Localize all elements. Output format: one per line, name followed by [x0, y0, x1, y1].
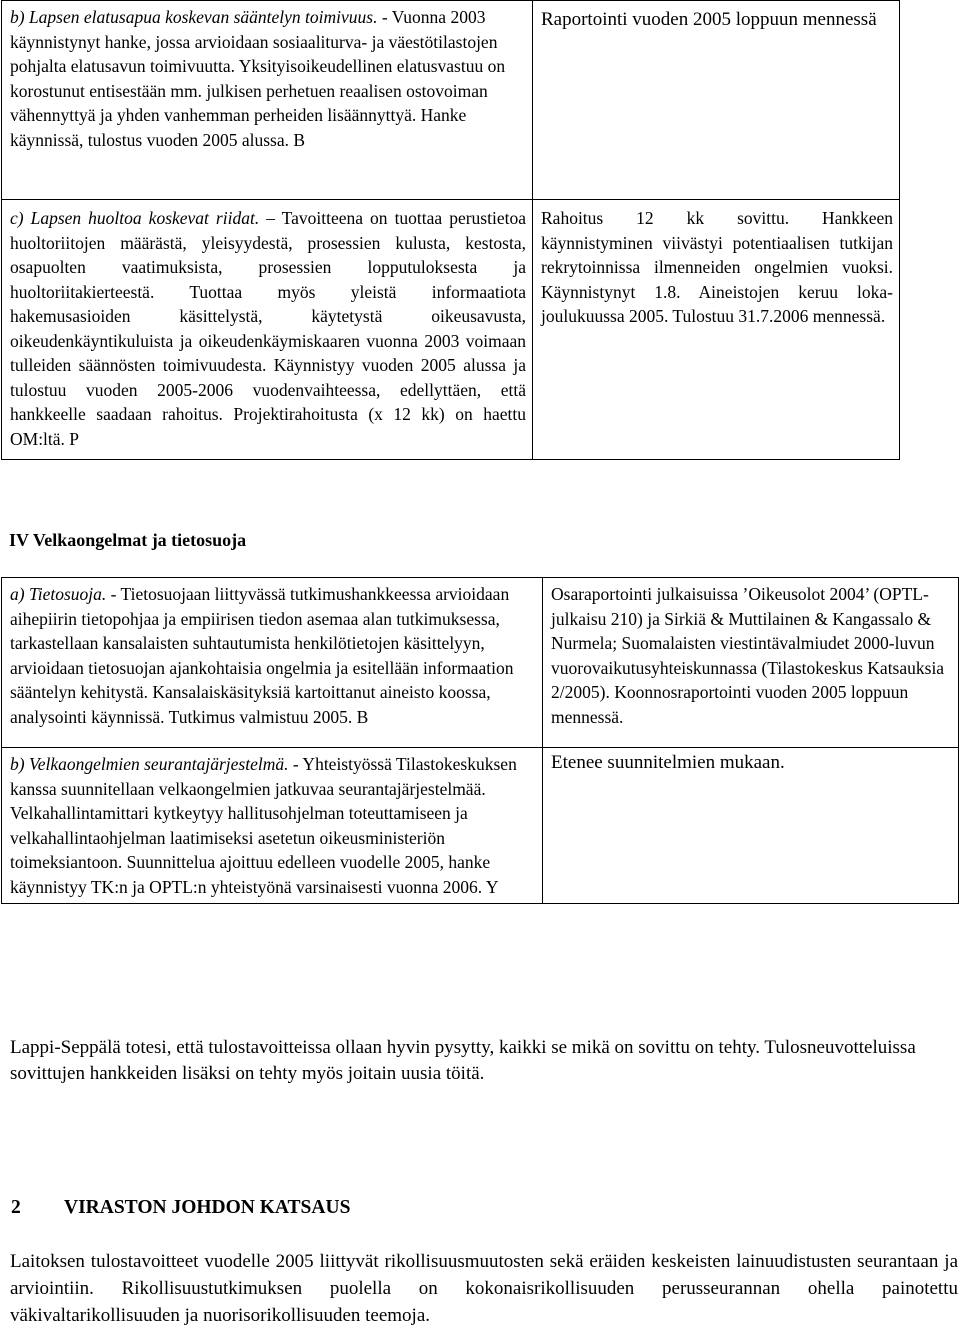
chapter-number: 2	[11, 1197, 21, 1218]
chapter-body: Laitoksen tulostavoitteet vuodelle 2005 liittyvät rikollisuusmuutosten sekä eräiden keskeisten lainuudistusten seurantaan ja arviointiin. Rikollisuustutkimuksen puolella on kokonaisrikollisuuden perusseurannan ohella painotettu väkivaltarikollisuuden ja nuorisorikollisuuden teemoja.	[10, 1251, 958, 1326]
project-heading: a) Tietosuoja.	[10, 584, 107, 604]
project-status: Rahoitus 12 kk sovittu. Hankkeen käynnistyminen viivästyi potentiaalisen tutkijan rekrytoinnissa ilmenneiden ongelmien vuoksi. Käynnistynyt 1.8. Aineistojen keruu loka-joulukuussa 2005. Tulostuu 31.7.2006 mennessä.	[541, 208, 893, 326]
project-b-description	[10, 5, 526, 152]
project-status: Raportointi vuoden 2005 loppuun mennessä	[541, 9, 877, 30]
section-heading: IV Velkaongelmat ja tietosuoja	[9, 530, 247, 550]
project-status-cell	[533, 1, 900, 200]
chapter-title-text: VIRASTON JOHDON KATSAUS	[64, 1197, 351, 1218]
project-heading: b) Velkaongelmien seurantajärjestelmä.	[10, 754, 289, 774]
project-status: Etenee suunnitelmien mukaan.	[551, 752, 785, 773]
project-description-cell	[2, 200, 533, 460]
table-row	[2, 1, 900, 200]
meeting-note: Lappi-Seppälä totesi, että tulostavoitteissa ollaan hyvin pysytty, kaikki se mikä on sovittu on tehty. Tulosneuvotteluissa sovittujen hankkeiden lisäksi on tehty myös joitain uusia töitä.	[10, 1037, 916, 1084]
project-status-cell	[533, 200, 900, 460]
project-body: - Tietosuojaan liittyvässä tutkimushankkeessa arvioidaan aihepiirin tietopohjaa ja empiirisen tiedon asemaa alan tutkimuksessa, tarkastellaan kansalaisten suhtautumista henkilötietojen käsittelyyn, arvioidaan tietosuojan ajankohtaisia ongelmia ja esitellään informaation sääntelyn kehitystä. Kansalaiskäsityksiä kartoittanut aineisto koossa, analysointi käynnissä. Tutkimus valmistuu 2005. B	[10, 584, 514, 727]
project-heading: c) Lapsen huoltoa koskevat riidat.	[10, 208, 260, 228]
project-status: Osaraportointi julkaisuissa ’Oikeusolot 2004’ (OPTL-julkaisu 210) ja Sirkiä & Muttilainen & Kangassalo & Nurmela; Suomalaisten viestintävalmiudet 2000-luvun vuorovaikutusyhteiskunnassa (Tilastokeskus Katsauksia 2/2005). Koonnosraportointi vuoden 2005 loppuun mennessä.	[551, 584, 945, 727]
research-projects-table-1	[1, 0, 900, 460]
project-description-cell	[2, 578, 543, 748]
project-status-cell	[543, 578, 959, 748]
project-body: - Yhteistyössä Tilastokeskuksen kanssa suunnitellaan velkaongelmien jatkuvaa seurantajärjestelmää. Velkahallintamittari kytkeytyy hallitusohjelman toteuttamiseen ja velkahallintaohjelman laatimiseksi asetetun oikeusministeriön toimeksiantoon. Suunnittelua ajoittuu edelleen vuodelle 2005, hanke käynnistyy TK:n ja OPTL:n yhteistyönä varsinaisesti vuonna 2006. Y	[10, 754, 517, 897]
table-row	[2, 578, 959, 748]
project-status-cell	[543, 748, 959, 904]
project-heading: b) Lapsen elatusapua koskevan sääntelyn toimivuus.	[10, 7, 378, 27]
chapter-title	[11, 1196, 350, 1221]
project-body: - Vuonna 2003 käynnistynyt hanke, jossa arvioidaan sosiaaliturva- ja väestötilastojen pohjalta elatusavun toimivuutta. Yksityisoikeudellinen elatusvastuu on korostunut entisestään mm. julkisen perhetuen reaalisen ostovoiman vähennyttyä ja yhden vanhemman perheiden lisäännyttyä. Hanke käynnissä, tulostus vuoden 2005 alussa. B	[10, 7, 506, 150]
table-row	[2, 748, 959, 904]
table-row	[2, 200, 900, 460]
research-projects-table-2	[1, 577, 959, 904]
project-description-cell	[2, 1, 533, 200]
project-body: – Tavoitteena on tuottaa perustietoa huoltoriitojen määrästä, yleisyydestä, prosessien kulusta, kestosta, osapuolten vaatimuksista, prosessien lopputuloksesta ja huoltoriitakierteestä. Tuottaa myös yleistä informaatiota hakemusasioiden käsittelystä, käytetystä oikeusavusta, oikeudenkäyntikuluista ja oikeudenkäymiskaaren vuonna 2003 voimaan tulleiden säännösten toimivuudesta. Käynnistyy vuoden 2005 alussa ja tulostuu vuoden 2005-2006 vuodenvaihteessa, edellyttäen, että hankkeelle saadaan rahoitus. Projektirahoitusta (x 12 kk) on haettu OM:ltä. P	[10, 208, 526, 449]
project-description-cell	[2, 748, 543, 904]
